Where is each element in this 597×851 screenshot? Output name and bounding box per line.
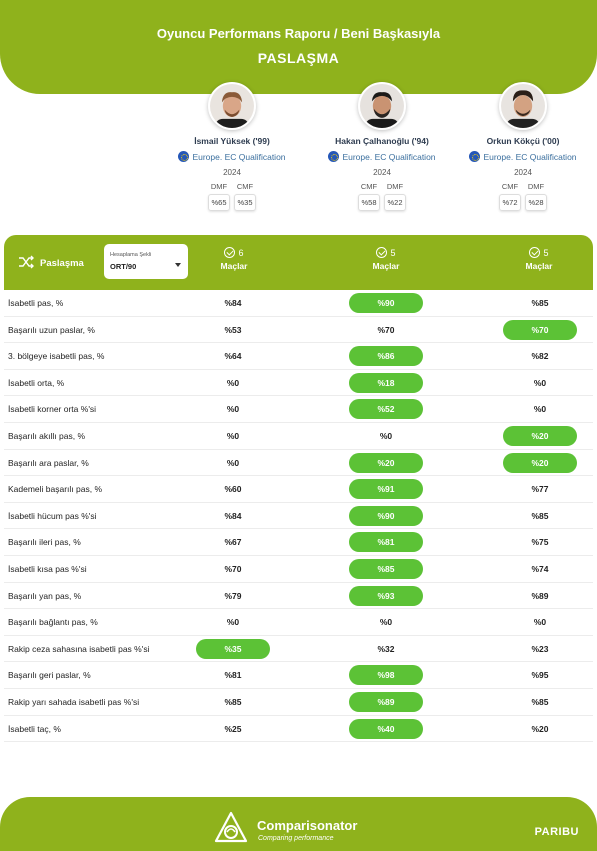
competition-label: Europe. EC Qualification: [483, 151, 577, 162]
player-season: 2024: [373, 168, 391, 177]
position-label: CMF: [236, 182, 254, 191]
calculation-method-value: ORT/90: [110, 262, 137, 271]
metric-label: Rakip yarı sahada isabetli pas %'si: [8, 696, 140, 707]
metric-value: %0: [226, 430, 240, 441]
metric-value-best: %70: [503, 320, 577, 340]
metric-value: %60: [224, 484, 242, 495]
metric-value: %70: [377, 324, 395, 335]
player-name: İsmail Yüksek ('99): [194, 136, 270, 146]
metric-label: Başarılı ara paslar, %: [8, 457, 89, 468]
competition-label: Europe. EC Qualification: [342, 151, 436, 162]
player-card-1[interactable]: [157, 82, 307, 211]
section-label: Paslaşma: [40, 258, 84, 269]
player-season: 2024: [223, 168, 241, 177]
metric-value-best: %40: [349, 719, 423, 739]
metric-label: Başarılı yan pas, %: [8, 590, 82, 601]
players-section: [0, 82, 597, 222]
metric-value: %74: [531, 563, 549, 574]
player-card-3[interactable]: [448, 82, 597, 211]
position-item: [525, 182, 547, 211]
check-circle-icon: [224, 247, 235, 258]
position-value: %65: [208, 194, 230, 211]
table-row: [4, 476, 593, 503]
europe-flag-icon: [469, 151, 480, 162]
metric-value: %75: [531, 537, 549, 548]
metric-value: %82: [531, 351, 549, 362]
competition-label: Europe. EC Qualification: [192, 151, 286, 162]
table-row: [4, 290, 593, 317]
calculation-method-label: Hesaplama Şekli: [110, 252, 152, 258]
position-item: [208, 182, 230, 211]
metric-label: Başarılı uzun paslar, %: [8, 324, 95, 335]
table-row: [4, 583, 593, 610]
position-item: [358, 182, 380, 211]
report-subtitle: PASLAŞMA: [257, 50, 340, 66]
metric-value: %53: [224, 324, 242, 335]
position-item: [499, 182, 521, 211]
metric-value: %84: [224, 298, 242, 308]
check-circle-icon: [376, 247, 387, 258]
europe-flag-icon: [328, 151, 339, 162]
metric-label: İsabetli orta, %: [8, 377, 65, 388]
metric-value-best: %89: [349, 692, 423, 712]
position-label: DMF: [386, 182, 404, 191]
metric-value: %95: [531, 670, 549, 681]
match-count: 5: [390, 247, 396, 258]
metric-value: %77: [531, 484, 549, 495]
player-name: Hakan Çalhanoğlu ('94): [335, 136, 429, 146]
table-row: [4, 689, 593, 716]
metric-label: İsabetli kısa pas %'si: [8, 563, 87, 574]
metric-value: %85: [531, 298, 549, 308]
table-row: [4, 423, 593, 450]
metric-value-best: %81: [349, 532, 423, 552]
metric-value-best: %85: [349, 559, 423, 579]
table-row: [4, 370, 593, 397]
metric-value: %0: [226, 377, 240, 388]
matches-column-2: [346, 247, 426, 271]
metric-value: %81: [224, 670, 242, 681]
metric-value: %23: [531, 643, 549, 654]
brand-tagline: Comparing performance: [258, 835, 334, 842]
chevron-down-icon: [175, 263, 181, 267]
matches-column-3: [499, 247, 579, 271]
metric-value: %67: [224, 537, 242, 548]
metric-value: %0: [379, 430, 393, 441]
matches-column-1: [194, 247, 274, 271]
metric-value: %0: [533, 377, 547, 388]
player-avatar: [499, 82, 547, 130]
metric-value: %64: [224, 351, 242, 362]
match-label: Maçlar: [220, 261, 248, 271]
metric-value-best: %91: [349, 479, 423, 499]
metric-value: %0: [379, 617, 393, 628]
table-row: [4, 529, 593, 556]
check-circle-icon: [529, 247, 540, 258]
match-label: Maçlar: [525, 261, 553, 271]
player-season: 2024: [514, 168, 532, 177]
player-competition: [448, 151, 597, 162]
metric-value-best: %52: [349, 399, 423, 419]
metric-value: %70: [224, 563, 242, 574]
table-row: [4, 343, 593, 370]
table-row: [4, 662, 593, 689]
europe-flag-icon: [178, 151, 189, 162]
player-name: Orkun Kökçü ('00): [486, 136, 560, 146]
metric-label: Başarılı bağlantı pas, %: [8, 617, 98, 628]
position-value: %35: [234, 194, 256, 211]
position-label: DMF: [527, 182, 545, 191]
report-header: [0, 0, 597, 94]
metric-label: İsabetli pas, %: [8, 298, 64, 308]
metric-label: 3. bölgeye isabetli pas, %: [8, 351, 105, 362]
metric-value-best: %90: [349, 506, 423, 526]
report-footer: [0, 797, 597, 851]
metric-label: Başarılı ileri pas, %: [8, 537, 81, 548]
metric-label: Başarılı akıllı pas, %: [8, 430, 86, 441]
position-value: %28: [525, 194, 547, 211]
position-breakdown: [448, 182, 597, 211]
stats-table: [4, 290, 593, 742]
metric-value-best: %86: [349, 346, 423, 366]
table-row: [4, 317, 593, 344]
report-title: Oyuncu Performans Raporu / Beni Başkasıyla: [156, 26, 441, 41]
position-breakdown: [307, 182, 457, 211]
table-row: [4, 636, 593, 663]
table-row: [4, 609, 593, 636]
metric-value: %0: [226, 404, 240, 415]
player-photo-icon: [501, 84, 545, 128]
position-value: %72: [499, 194, 521, 211]
player-photo-icon: [210, 84, 254, 128]
position-item: [384, 182, 406, 211]
position-item: [234, 182, 256, 211]
metric-value: %89: [531, 590, 549, 601]
player-competition: [157, 151, 307, 162]
table-row: [4, 396, 593, 423]
comparisonator-logo-icon: [213, 811, 249, 845]
table-row: [4, 503, 593, 530]
metric-value-best: %93: [349, 586, 423, 606]
metric-value: %0: [533, 617, 547, 628]
metric-value: %20: [531, 723, 549, 734]
metric-value: %25: [224, 723, 242, 734]
position-value: %22: [384, 194, 406, 211]
table-header: [4, 235, 593, 290]
sponsor-logo: PARIBU: [534, 826, 579, 838]
player-photo-icon: [360, 84, 404, 128]
player-competition: [307, 151, 457, 162]
metric-label: Kademeli başarılı pas, %: [8, 484, 103, 495]
metric-value: %85: [531, 510, 549, 521]
shuffle-icon: [18, 255, 34, 269]
metric-value-best: %20: [503, 426, 577, 446]
player-avatar: [358, 82, 406, 130]
table-row: [4, 716, 593, 743]
match-count: 6: [238, 247, 244, 258]
metric-value: %0: [533, 404, 547, 415]
brand-name: Comparisonator: [257, 818, 358, 833]
metric-value: %0: [226, 617, 240, 628]
player-avatar: [208, 82, 256, 130]
metric-value: %79: [224, 590, 242, 601]
position-label: DMF: [210, 182, 228, 191]
metric-value: %32: [377, 643, 395, 654]
metric-label: İsabetli taç, %: [8, 723, 61, 734]
metric-value: %0: [226, 457, 240, 468]
metric-value-best: %90: [349, 293, 423, 313]
match-label: Maçlar: [372, 261, 400, 271]
metric-value: %85: [531, 696, 549, 707]
metric-value-best: %35: [196, 639, 270, 659]
position-label: CMF: [501, 182, 519, 191]
table-row: [4, 556, 593, 583]
position-value: %58: [358, 194, 380, 211]
metric-value-best: %20: [503, 453, 577, 473]
metric-value-best: %20: [349, 453, 423, 473]
match-count: 5: [543, 247, 549, 258]
position-breakdown: [157, 182, 307, 211]
metric-label: Rakip ceza sahasına isabetli pas %'si: [8, 643, 150, 654]
metric-label: İsabetli hücum pas %'si: [8, 510, 97, 521]
calculation-method-select[interactable]: [104, 244, 188, 279]
metric-value-best: %98: [349, 665, 423, 685]
table-row: [4, 450, 593, 477]
metric-label: Başarılı geri paslar, %: [8, 670, 91, 681]
metric-value-best: %18: [349, 373, 423, 393]
metric-label: İsabetli korner orta %'si: [8, 404, 97, 415]
player-card-2[interactable]: [307, 82, 457, 211]
metric-value: %84: [224, 510, 242, 521]
metric-value: %85: [224, 696, 242, 707]
position-label: CMF: [360, 182, 378, 191]
